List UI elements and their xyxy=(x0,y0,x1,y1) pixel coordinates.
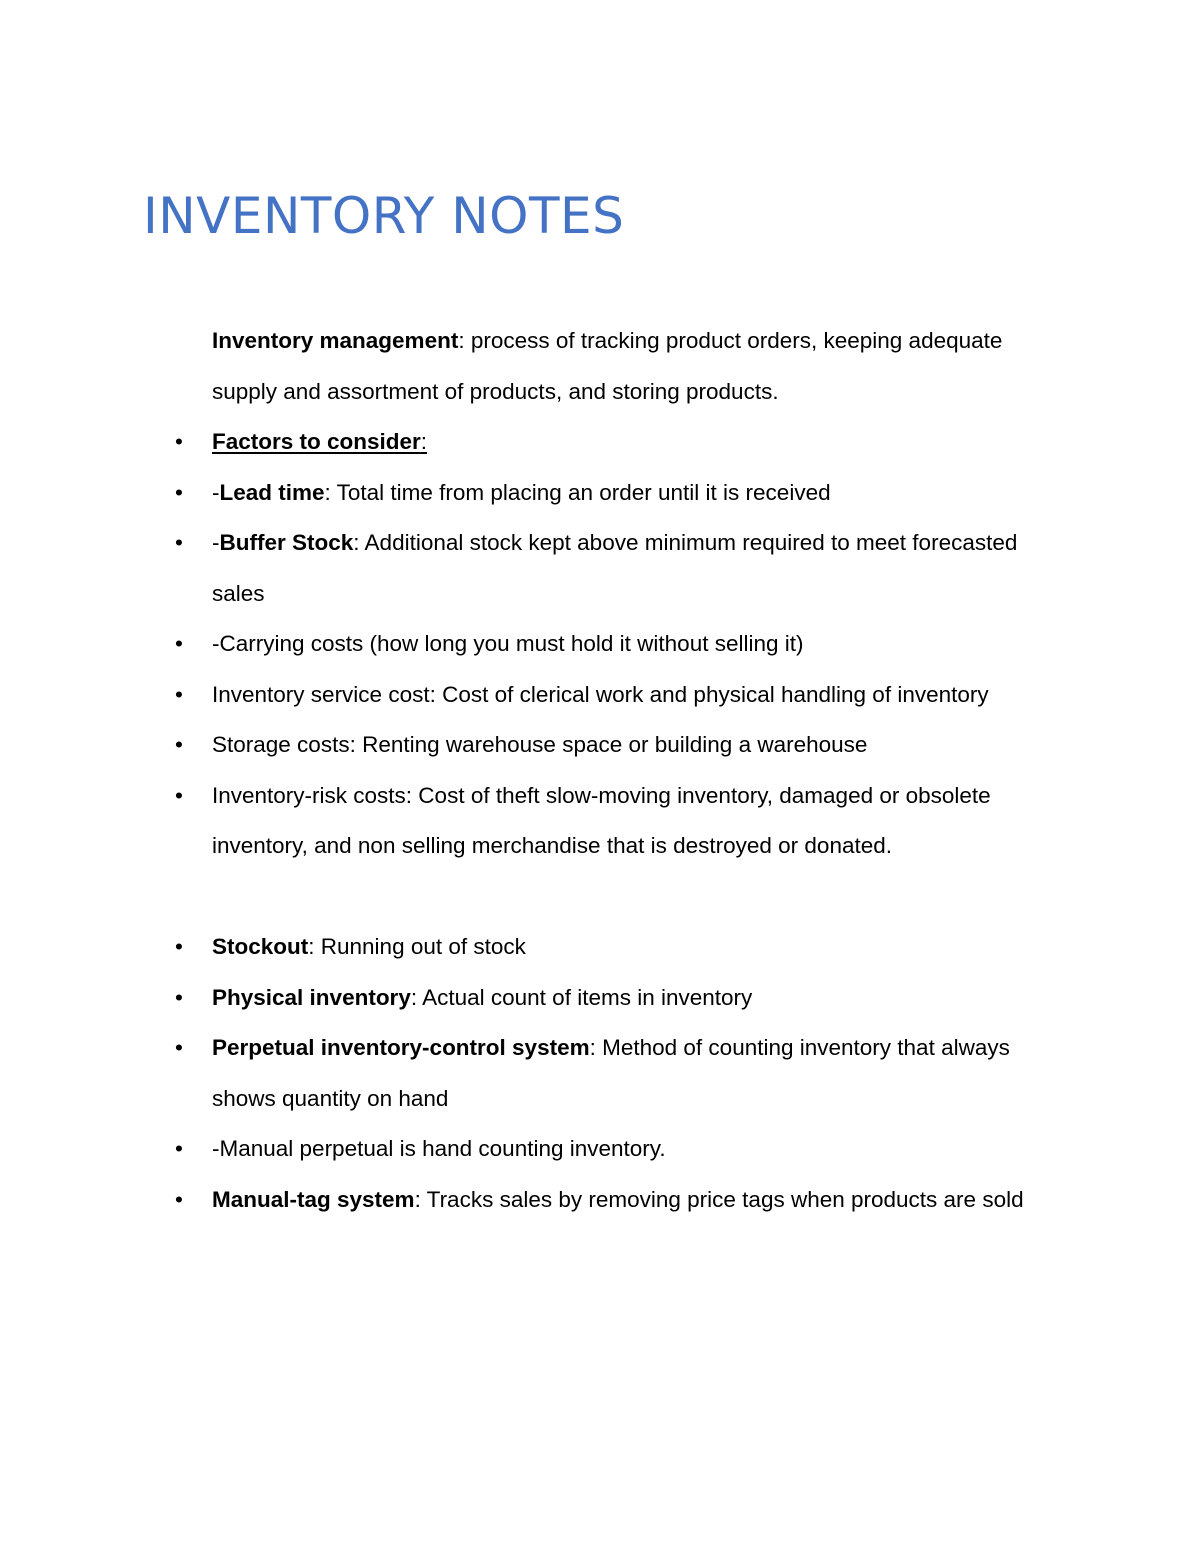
list-item-text: Storage costs: Renting warehouse space or building a warehouse xyxy=(212,732,868,757)
list-item xyxy=(0,771,1200,872)
bullet-icon: • xyxy=(175,429,183,454)
bullet-icon: • xyxy=(175,631,183,656)
bullet-icon: • xyxy=(175,782,183,808)
list-item xyxy=(0,720,1200,771)
list-item xyxy=(0,922,1200,973)
list-item-text: : xyxy=(420,429,428,454)
list-item xyxy=(0,1175,1200,1226)
list-item-text: : Running out of stock xyxy=(308,934,526,959)
list-item-text: : Total time from placing an order until it is received xyxy=(324,479,831,505)
document-title: INVENTORY NOTES xyxy=(143,187,625,245)
bullet-icon: • xyxy=(175,984,183,1010)
bullet-icon: • xyxy=(175,1186,183,1212)
document-body xyxy=(0,316,1200,1225)
bullet-icon: • xyxy=(175,934,183,959)
list-item-text: : Actual count of items in inventory xyxy=(410,984,753,1010)
bullet-icon: • xyxy=(175,681,183,707)
list-item-text: : Method of counting inventory that always shows quantity on hand xyxy=(212,1035,1010,1111)
list-item-term: Physical inventory xyxy=(212,984,411,1010)
list-item-text: : Additional stock kept above minimum required to meet forecasted sales xyxy=(212,530,1018,606)
list-item-text: Inventory-risk costs: Cost of theft slow-moving inventory, damaged or obsolete inventory, and non selling merchandise that is destroyed or donated. xyxy=(212,782,991,858)
bullet-icon: • xyxy=(175,1035,183,1060)
list-item xyxy=(0,518,1200,619)
bullet-icon: • xyxy=(175,530,183,555)
list-item-text: -Carrying costs (how long you must hold it without selling it) xyxy=(212,631,804,656)
list-item-term: Perpetual inventory-control system xyxy=(212,1035,590,1060)
blank-line xyxy=(0,872,1200,923)
list-item xyxy=(0,468,1200,519)
list-item-term: Stockout xyxy=(212,934,309,959)
intro-text: : process of tracking product orders, keeping adequate supply and assortment of products, and storing products. xyxy=(212,328,1003,404)
list-item xyxy=(0,670,1200,721)
list-item xyxy=(0,417,1200,468)
list-item-text: Inventory service cost: Cost of clerical work and physical handling of inventory xyxy=(212,681,989,707)
list-item-text: -Manual perpetual is hand counting inventory. xyxy=(212,1136,666,1161)
list-item xyxy=(0,1023,1200,1124)
list-item-prefix: - xyxy=(212,530,220,555)
list-item xyxy=(0,1124,1200,1175)
list-item-prefix: - xyxy=(212,479,220,505)
intro-paragraph xyxy=(0,316,1200,417)
list-item-term: Manual-tag system xyxy=(212,1186,415,1212)
list-item-term: Factors to consider xyxy=(212,429,421,454)
list-item-term: Buffer Stock xyxy=(219,530,354,555)
list-item-text: : Tracks sales by removing price tags when products are sold xyxy=(414,1186,1024,1212)
bullet-icon: • xyxy=(175,732,183,757)
intro-term: Inventory management xyxy=(212,328,459,353)
list-item xyxy=(0,973,1200,1024)
list-item xyxy=(0,619,1200,670)
list-item-term: Lead time xyxy=(219,479,325,505)
bullet-icon: • xyxy=(175,1136,183,1161)
bullet-icon: • xyxy=(175,479,183,505)
